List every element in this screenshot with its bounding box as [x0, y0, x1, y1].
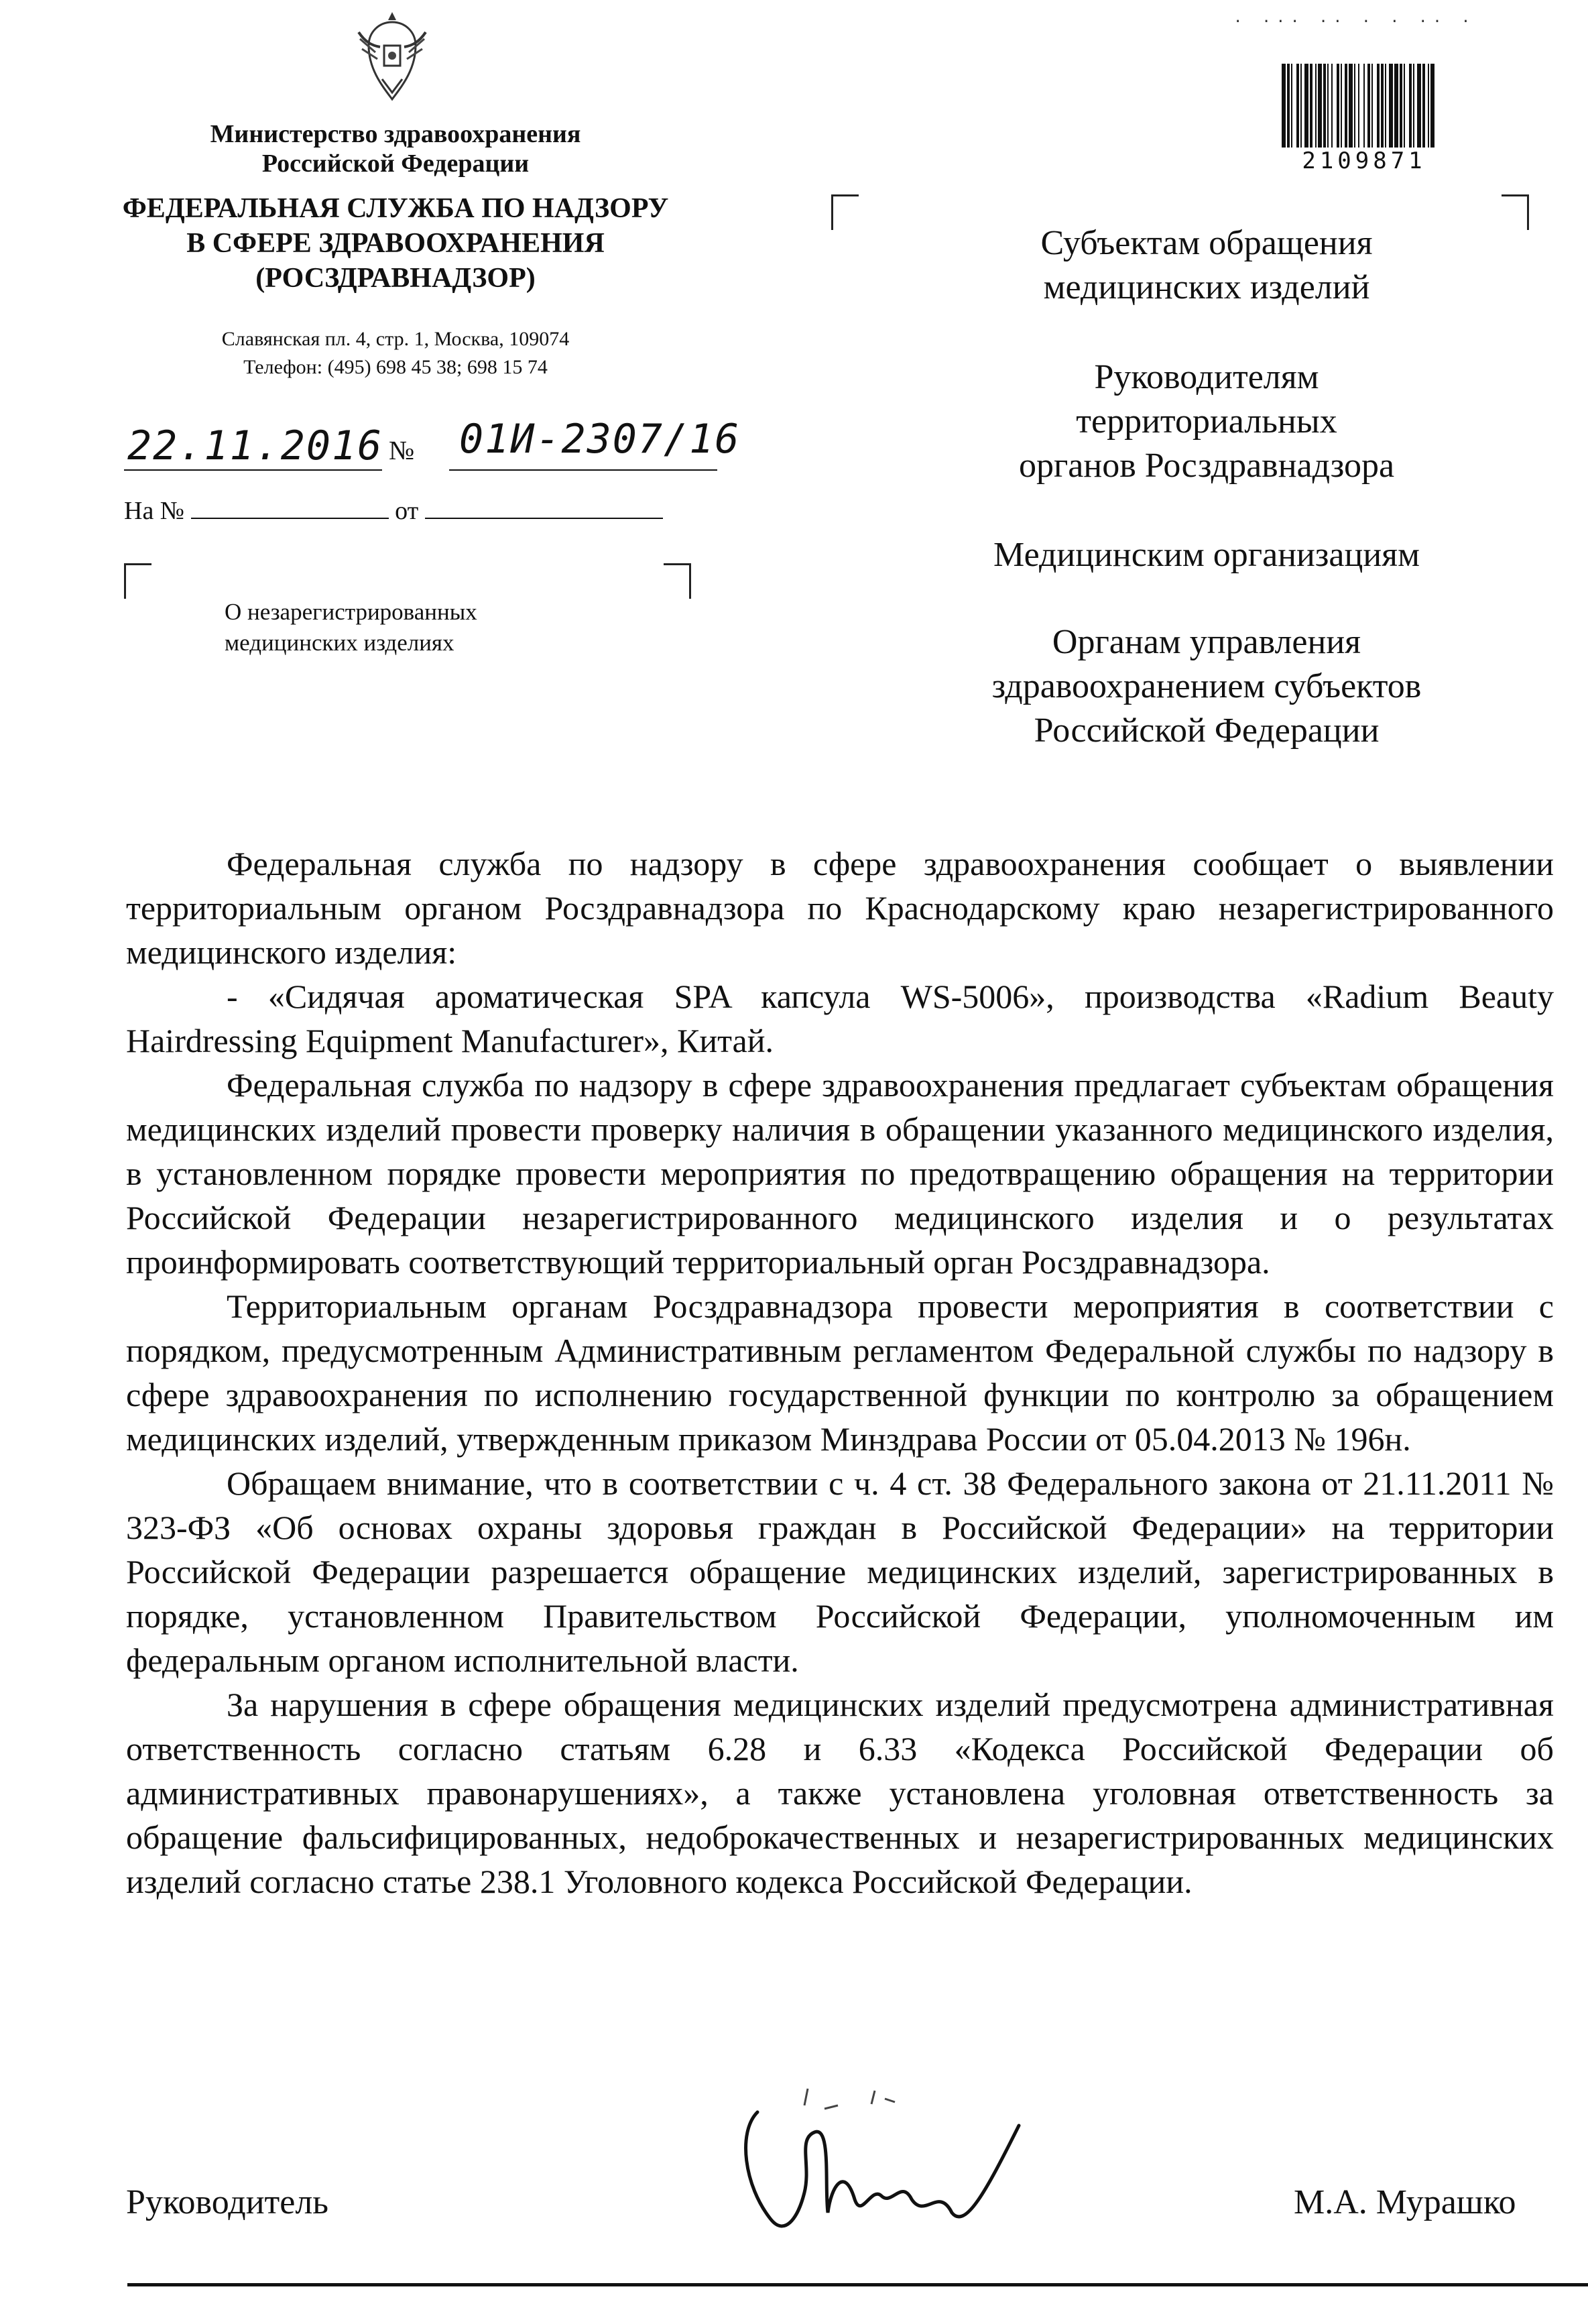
recipient-block [905, 221, 1508, 310]
barcode-bar [1385, 64, 1386, 148]
bottom-rule [127, 2283, 1588, 2286]
body-paragraph: Территориальным органам Росздравнадзора провести мероприятия в соответствии с порядком, предусмотренным Административным регламентом Федеральной службы по надзору в сфере здравоохранения по исполнению государственной функции по контролю за обращением медицинских изделий, утвержденным приказом Минздрава России от 05.04.2013 № 196н. [126, 1287, 1554, 1458]
address-line: Телефон: (495) 698 45 38; 698 15 74 [243, 356, 548, 378]
barcode-bar [1287, 64, 1290, 148]
barcode-bar [1318, 64, 1322, 148]
ministry-name [134, 119, 657, 178]
signatory-name: М.А. Мурашко [1294, 2183, 1516, 2221]
agency-line: ФЕДЕРАЛЬНАЯ СЛУЖБА ПО НАДЗОРУ [122, 193, 669, 224]
subject-line: медицинских изделиях [225, 630, 454, 656]
date-underline [124, 469, 382, 471]
barcode-bar [1422, 64, 1425, 148]
recipient-line: медицинских изделий [1043, 268, 1370, 306]
recipient-block [905, 355, 1508, 488]
barcode-bar [1349, 64, 1353, 148]
barcode-bar [1331, 64, 1333, 148]
recipient-corner-left [831, 194, 859, 230]
barcode-bar [1389, 64, 1393, 148]
barcode-bar [1409, 64, 1412, 148]
subject-corner-left [124, 563, 151, 599]
barcode-bar [1354, 64, 1355, 148]
registration-date: 22.11.2016 [127, 422, 383, 469]
reply-from-label: от [395, 497, 419, 525]
stamp-marks: · ··· ·· · · ·· · [1233, 13, 1476, 30]
registration-number: 01И-2307/16 [459, 416, 741, 463]
barcode-bar [1327, 64, 1329, 148]
barcode-bar [1296, 64, 1299, 148]
ministry-line: Министерство здравоохранения [210, 120, 581, 148]
subject-corner-right [664, 563, 691, 599]
agency-line: В СФЕРЕ ЗДРАВООХРАНЕНИЯ [186, 228, 605, 259]
barcode-icon [1280, 64, 1434, 151]
agency-line: (РОСЗДРАВНАДЗОР) [255, 263, 536, 294]
barcode-bar [1371, 64, 1373, 148]
barcode-bar [1377, 64, 1380, 148]
barcode-bar [1341, 64, 1342, 148]
recipient-line: Субъектам обращения [1040, 224, 1373, 262]
recipient-line: здравоохранением субъектов [991, 667, 1422, 705]
barcode-bar [1282, 64, 1286, 148]
recipient-line: Руководителям [1094, 358, 1319, 396]
ministry-line: Российской Федерации [261, 150, 530, 178]
subject-line: О незарегистрированных [225, 599, 477, 625]
barcode-bar [1404, 64, 1405, 148]
signatory-role: Руководитель [126, 2183, 328, 2221]
barcode-bar [1413, 64, 1414, 148]
body-paragraph: Федеральная служба по надзору в сфере здравоохранения предлагает субъектам обращения медицинских изделий провести проверку наличия в обращении указанного медицинского изделия, в установленном порядке провести мероприятия по предотвращению обращения на территории Российской Федерации незарегистрированного медицинского изделия и о результатах проинформировать соответствующий территориальный орган Росздравнадзора. [126, 1066, 1554, 1281]
recipient-line: территориальных [1076, 402, 1337, 441]
barcode-bar [1358, 64, 1359, 148]
coat-of-arms-emblem-icon [352, 5, 432, 106]
letter-body [126, 841, 1554, 1904]
recipient-line: органов Росздравнадзора [1018, 447, 1395, 485]
handwritten-signature [670, 2085, 1086, 2246]
recipient-block [905, 620, 1508, 753]
registration-number-sign: № [389, 435, 415, 465]
recipient-line: Российской Федерации [1034, 711, 1380, 750]
agency-address [134, 325, 657, 382]
body-paragraph: Федеральная служба по надзору в сфере здравоохранения сообщает о выявлении территориальным органом Росздравнадзора по Краснодарскому краю незарегистрированного медицинского изделия: [126, 845, 1554, 971]
barcode-bar [1323, 64, 1326, 148]
address-line: Славянская пл. 4, стр. 1, Москва, 109074 [221, 328, 570, 350]
barcode-bar [1394, 64, 1398, 148]
barcode-bar [1400, 64, 1402, 148]
body-paragraph: - «Сидячая ароматическая SPA капсула WS-5006», производства «Radium Beauty Hairdressing Equipment Manufacturer», Китай. [126, 978, 1554, 1059]
agency-name [94, 191, 697, 296]
barcode-bar [1291, 64, 1292, 148]
barcode-bar [1300, 64, 1302, 148]
reply-date-blank [425, 500, 663, 519]
reply-number-blank [191, 500, 389, 519]
recipient-block [905, 533, 1508, 577]
body-paragraph: Обращаем внимание, что в соответствии с ч. 4 ст. 38 Федерального закона от 21.11.2011 № 323-ФЗ «Об основах охраны здоровья граждан в Российской Федерации» на территории Российской Федерации разрешается обращение медицинских изделий, зарегистрированных в порядке, установленном Правительством Российской Федерации, уполномоченным им федеральным органом исполнительной власти. [126, 1464, 1554, 1679]
letter-subject [225, 597, 477, 658]
reply-reference [124, 496, 663, 526]
recipient-line: Медицинским организациям [993, 536, 1420, 574]
barcode-bar [1381, 64, 1384, 148]
barcode-bar [1367, 64, 1370, 148]
barcode-bar [1315, 64, 1317, 148]
body-paragraph: За нарушения в сфере обращения медицинских изделий предусмотрена административная ответственность согласно статьям 6.28 и 6.33 «Кодекса Российской Федерации об административных правонарушениях», а также установлена уголовная ответственность за обращение фальсифицированных, недоброкачественных и незарегистрированных медицинских изделий согласно статье 238.1 Уголовного кодекса Российской Федерации. [126, 1686, 1554, 1900]
barcode-bar [1417, 64, 1421, 148]
barcode-number: 2109871 [1302, 148, 1426, 174]
barcode-bar [1304, 64, 1308, 148]
reply-label: На № [124, 497, 185, 525]
barcode-bar [1363, 64, 1365, 148]
barcode-bar [1430, 64, 1434, 148]
barcode-bar [1337, 64, 1339, 148]
barcode-bar [1428, 64, 1429, 148]
barcode-bar [1310, 64, 1312, 148]
barcode-bar [1345, 64, 1347, 148]
number-underline [449, 469, 717, 471]
recipient-line: Органам управления [1052, 623, 1361, 661]
